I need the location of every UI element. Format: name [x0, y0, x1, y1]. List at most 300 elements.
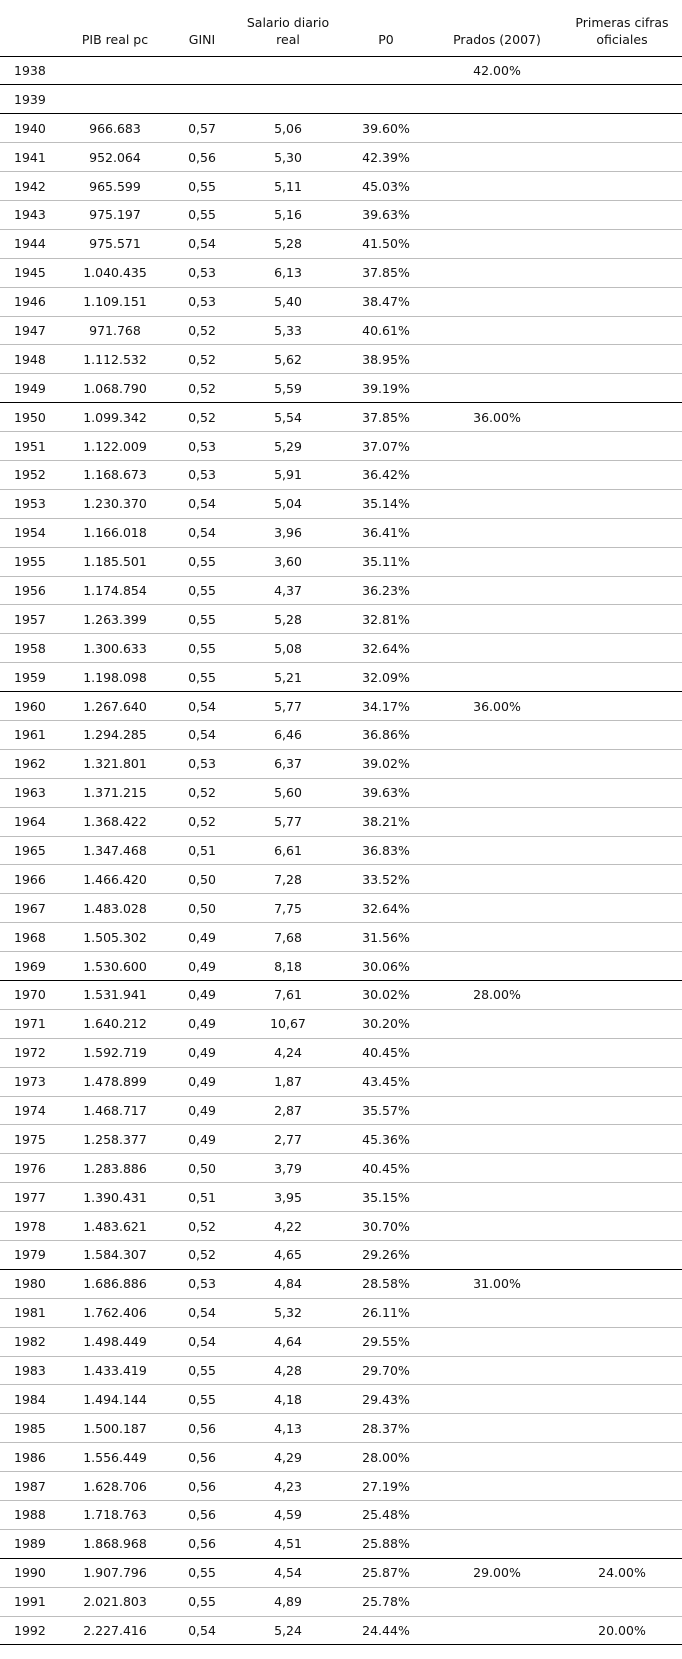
- cell-year: 1975: [0, 1125, 62, 1154]
- cell-primeras-cifras-oficiales: [562, 287, 682, 316]
- cell-p0: 35.15%: [340, 1183, 432, 1212]
- cell-salario-diario-real: 4,28: [236, 1356, 340, 1385]
- cell-pib-real-pc: 1.686.886: [62, 1269, 168, 1298]
- cell-gini: 0,49: [168, 981, 236, 1010]
- cell-year: 1964: [0, 807, 62, 836]
- cell-prados-2007: [432, 663, 562, 692]
- cell-p0: 42.39%: [340, 143, 432, 172]
- table-row: [0, 952, 682, 981]
- cell-year: 1966: [0, 865, 62, 894]
- cell-salario-diario-real: 3,96: [236, 518, 340, 547]
- cell-gini: 0,53: [168, 287, 236, 316]
- cell-gini: 0,49: [168, 1067, 236, 1096]
- cell-salario-diario-real: 2,77: [236, 1125, 340, 1154]
- table-row: [0, 1327, 682, 1356]
- cell-salario-diario-real: 5,59: [236, 374, 340, 403]
- cell-prados-2007: [432, 894, 562, 923]
- cell-primeras-cifras-oficiales: [562, 807, 682, 836]
- cell-salario-diario-real: 10,67: [236, 1009, 340, 1038]
- cell-salario-diario-real: 5,91: [236, 460, 340, 489]
- cell-primeras-cifras-oficiales: [562, 1327, 682, 1356]
- cell-prados-2007: [432, 547, 562, 576]
- cell-salario-diario-real: 5,21: [236, 663, 340, 692]
- cell-year: 1952: [0, 460, 62, 489]
- cell-gini: 0,50: [168, 1154, 236, 1183]
- cell-year: 1982: [0, 1327, 62, 1356]
- cell-pib-real-pc: 1.505.302: [62, 923, 168, 952]
- cell-primeras-cifras-oficiales: [562, 1212, 682, 1241]
- cell-year: 1979: [0, 1241, 62, 1270]
- cell-salario-diario-real: 5,77: [236, 807, 340, 836]
- cell-p0: 45.36%: [340, 1125, 432, 1154]
- table-row: [0, 229, 682, 258]
- cell-p0: 40.45%: [340, 1154, 432, 1183]
- cell-salario-diario-real: 7,61: [236, 981, 340, 1010]
- table-row: [0, 1356, 682, 1385]
- cell-pib-real-pc: 1.040.435: [62, 258, 168, 287]
- cell-p0: 45.03%: [340, 172, 432, 201]
- cell-prados-2007: [432, 1616, 562, 1645]
- cell-prados-2007: [432, 1067, 562, 1096]
- cell-p0: 30.02%: [340, 981, 432, 1010]
- cell-prados-2007: [432, 807, 562, 836]
- cell-p0: 39.02%: [340, 749, 432, 778]
- cell-p0: 25.87%: [340, 1558, 432, 1587]
- cell-salario-diario-real: 5,06: [236, 114, 340, 143]
- cell-prados-2007: [432, 1529, 562, 1558]
- cell-prados-2007: 28.00%: [432, 981, 562, 1010]
- cell-year: 1974: [0, 1096, 62, 1125]
- cell-primeras-cifras-oficiales: [562, 1501, 682, 1530]
- cell-prados-2007: [432, 1298, 562, 1327]
- cell-year: 1987: [0, 1472, 62, 1501]
- cell-year: 1942: [0, 172, 62, 201]
- cell-p0: 34.17%: [340, 692, 432, 721]
- cell-primeras-cifras-oficiales: [562, 229, 682, 258]
- cell-year: 1981: [0, 1298, 62, 1327]
- cell-primeras-cifras-oficiales: [562, 1443, 682, 1472]
- cell-salario-diario-real: 5,32: [236, 1298, 340, 1327]
- cell-prados-2007: 36.00%: [432, 403, 562, 432]
- cell-salario-diario-real: 5,33: [236, 316, 340, 345]
- table-row: [0, 1067, 682, 1096]
- cell-pib-real-pc: 1.762.406: [62, 1298, 168, 1327]
- cell-gini: 0,54: [168, 489, 236, 518]
- cell-p0: 40.45%: [340, 1038, 432, 1067]
- cell-primeras-cifras-oficiales: [562, 778, 682, 807]
- cell-p0: 33.52%: [340, 865, 432, 894]
- cell-gini: 0,49: [168, 1096, 236, 1125]
- table-row: [0, 56, 682, 85]
- cell-pib-real-pc: 1.584.307: [62, 1241, 168, 1270]
- table-row: [0, 1038, 682, 1067]
- cell-year: 1972: [0, 1038, 62, 1067]
- cell-year: 1950: [0, 403, 62, 432]
- table-row: [0, 663, 682, 692]
- cell-gini: 0,52: [168, 316, 236, 345]
- cell-p0: 40.61%: [340, 316, 432, 345]
- cell-gini: 0,53: [168, 749, 236, 778]
- cell-year: 1953: [0, 489, 62, 518]
- cell-p0: 39.63%: [340, 778, 432, 807]
- cell-gini: 0,55: [168, 1356, 236, 1385]
- cell-gini: 0,53: [168, 1269, 236, 1298]
- table-row: [0, 489, 682, 518]
- cell-primeras-cifras-oficiales: [562, 316, 682, 345]
- table-row: [0, 1443, 682, 1472]
- cell-pib-real-pc: 1.258.377: [62, 1125, 168, 1154]
- cell-salario-diario-real: 5,08: [236, 634, 340, 663]
- cell-primeras-cifras-oficiales: [562, 1154, 682, 1183]
- cell-salario-diario-real: 5,11: [236, 172, 340, 201]
- cell-primeras-cifras-oficiales: [562, 374, 682, 403]
- cell-year: 1940: [0, 114, 62, 143]
- cell-gini: 0,55: [168, 1385, 236, 1414]
- cell-salario-diario-real: 5,77: [236, 692, 340, 721]
- cell-year: 1958: [0, 634, 62, 663]
- table-row: [0, 1414, 682, 1443]
- cell-gini: 0,50: [168, 894, 236, 923]
- cell-pib-real-pc: 2.227.416: [62, 1616, 168, 1645]
- cell-pib-real-pc: 1.494.144: [62, 1385, 168, 1414]
- cell-primeras-cifras-oficiales: [562, 547, 682, 576]
- cell-p0: 38.95%: [340, 345, 432, 374]
- table-row: [0, 749, 682, 778]
- cell-year: 1986: [0, 1443, 62, 1472]
- cell-salario-diario-real: [236, 85, 340, 114]
- table-row: [0, 1385, 682, 1414]
- cell-gini: 0,54: [168, 1616, 236, 1645]
- cell-p0: 28.58%: [340, 1269, 432, 1298]
- cell-gini: 0,56: [168, 1501, 236, 1530]
- cell-prados-2007: [432, 749, 562, 778]
- cell-p0: 37.85%: [340, 258, 432, 287]
- cell-p0: 31.56%: [340, 923, 432, 952]
- cell-p0: 39.19%: [340, 374, 432, 403]
- cell-salario-diario-real: 5,29: [236, 432, 340, 461]
- cell-gini: 0,52: [168, 345, 236, 374]
- cell-prados-2007: [432, 952, 562, 981]
- cell-gini: 0,53: [168, 258, 236, 287]
- cell-primeras-cifras-oficiales: [562, 1009, 682, 1038]
- cell-pib-real-pc: 1.185.501: [62, 547, 168, 576]
- cell-salario-diario-real: 4,18: [236, 1385, 340, 1414]
- cell-primeras-cifras-oficiales: [562, 692, 682, 721]
- cell-gini: 0,51: [168, 1183, 236, 1212]
- cell-gini: 0,49: [168, 1009, 236, 1038]
- cell-pib-real-pc: 1.230.370: [62, 489, 168, 518]
- cell-primeras-cifras-oficiales: 20.00%: [562, 1616, 682, 1645]
- table-row: [0, 1298, 682, 1327]
- cell-p0: 30.20%: [340, 1009, 432, 1038]
- cell-primeras-cifras-oficiales: [562, 836, 682, 865]
- cell-primeras-cifras-oficiales: [562, 981, 682, 1010]
- cell-prados-2007: [432, 374, 562, 403]
- cell-prados-2007: [432, 460, 562, 489]
- cell-prados-2007: 42.00%: [432, 56, 562, 85]
- cell-salario-diario-real: 6,46: [236, 720, 340, 749]
- cell-primeras-cifras-oficiales: [562, 576, 682, 605]
- cell-gini: 0,55: [168, 547, 236, 576]
- cell-pib-real-pc: 1.556.449: [62, 1443, 168, 1472]
- cell-pib-real-pc: 1.300.633: [62, 634, 168, 663]
- cell-gini: 0,49: [168, 1125, 236, 1154]
- cell-primeras-cifras-oficiales: [562, 432, 682, 461]
- cell-prados-2007: [432, 1009, 562, 1038]
- cell-gini: 0,56: [168, 143, 236, 172]
- table-row: [0, 634, 682, 663]
- cell-salario-diario-real: 1,87: [236, 1067, 340, 1096]
- cell-prados-2007: [432, 865, 562, 894]
- table-row: [0, 460, 682, 489]
- cell-prados-2007: [432, 1501, 562, 1530]
- cell-pib-real-pc: 1.907.796: [62, 1558, 168, 1587]
- cell-primeras-cifras-oficiales: 24.00%: [562, 1558, 682, 1587]
- cell-prados-2007: [432, 634, 562, 663]
- table-row: [0, 85, 682, 114]
- cell-pib-real-pc: 1.166.018: [62, 518, 168, 547]
- cell-primeras-cifras-oficiales: [562, 518, 682, 547]
- cell-year: 1985: [0, 1414, 62, 1443]
- cell-year: 1969: [0, 952, 62, 981]
- cell-gini: 0,55: [168, 576, 236, 605]
- cell-primeras-cifras-oficiales: [562, 1038, 682, 1067]
- cell-salario-diario-real: 4,51: [236, 1529, 340, 1558]
- cell-year: 1959: [0, 663, 62, 692]
- cell-p0: 24.44%: [340, 1616, 432, 1645]
- cell-salario-diario-real: 8,18: [236, 952, 340, 981]
- cell-prados-2007: [432, 432, 562, 461]
- cell-year: 1978: [0, 1212, 62, 1241]
- cell-primeras-cifras-oficiales: [562, 605, 682, 634]
- cell-pib-real-pc: 1.112.532: [62, 345, 168, 374]
- cell-primeras-cifras-oficiales: [562, 1414, 682, 1443]
- cell-year: 1962: [0, 749, 62, 778]
- table-row: [0, 1587, 682, 1616]
- cell-year: 1961: [0, 720, 62, 749]
- table-row: [0, 172, 682, 201]
- cell-salario-diario-real: 4,24: [236, 1038, 340, 1067]
- cell-year: 1954: [0, 518, 62, 547]
- cell-gini: 0,52: [168, 807, 236, 836]
- cell-year: 1983: [0, 1356, 62, 1385]
- cell-gini: 0,51: [168, 836, 236, 865]
- table-row: [0, 836, 682, 865]
- table-row: [0, 605, 682, 634]
- header-primeras-cifras-oficiales: Primeras cifras oficiales: [562, 0, 682, 56]
- cell-primeras-cifras-oficiales: [562, 1096, 682, 1125]
- table-row: [0, 432, 682, 461]
- cell-year: 1957: [0, 605, 62, 634]
- cell-p0: 39.60%: [340, 114, 432, 143]
- cell-gini: 0,55: [168, 200, 236, 229]
- cell-primeras-cifras-oficiales: [562, 1356, 682, 1385]
- cell-year: 1970: [0, 981, 62, 1010]
- header-year: [0, 0, 62, 56]
- cell-prados-2007: [432, 489, 562, 518]
- cell-year: 1980: [0, 1269, 62, 1298]
- cell-salario-diario-real: 4,22: [236, 1212, 340, 1241]
- cell-gini: 0,52: [168, 778, 236, 807]
- table-row: [0, 547, 682, 576]
- cell-p0: 36.86%: [340, 720, 432, 749]
- cell-pib-real-pc: 1.628.706: [62, 1472, 168, 1501]
- cell-salario-diario-real: 7,28: [236, 865, 340, 894]
- cell-salario-diario-real: 3,60: [236, 547, 340, 576]
- table-row: [0, 143, 682, 172]
- cell-gini: 0,52: [168, 1241, 236, 1270]
- cell-gini: 0,49: [168, 1038, 236, 1067]
- cell-salario-diario-real: 5,30: [236, 143, 340, 172]
- cell-prados-2007: [432, 316, 562, 345]
- cell-year: 1946: [0, 287, 62, 316]
- cell-primeras-cifras-oficiales: [562, 865, 682, 894]
- cell-prados-2007: 29.00%: [432, 1558, 562, 1587]
- cell-pib-real-pc: 1.321.801: [62, 749, 168, 778]
- cell-gini: 0,53: [168, 460, 236, 489]
- cell-gini: 0,55: [168, 172, 236, 201]
- cell-gini: 0,54: [168, 1327, 236, 1356]
- cell-primeras-cifras-oficiales: [562, 1269, 682, 1298]
- cell-gini: 0,52: [168, 374, 236, 403]
- cell-prados-2007: [432, 1038, 562, 1067]
- cell-pib-real-pc: 1.433.419: [62, 1356, 168, 1385]
- cell-salario-diario-real: 4,13: [236, 1414, 340, 1443]
- cell-salario-diario-real: [236, 56, 340, 85]
- cell-p0: 36.42%: [340, 460, 432, 489]
- cell-primeras-cifras-oficiales: [562, 403, 682, 432]
- cell-prados-2007: [432, 576, 562, 605]
- cell-primeras-cifras-oficiales: [562, 1067, 682, 1096]
- cell-p0: 38.47%: [340, 287, 432, 316]
- cell-p0: 32.09%: [340, 663, 432, 692]
- cell-prados-2007: [432, 1241, 562, 1270]
- cell-prados-2007: [432, 1212, 562, 1241]
- cell-year: 1960: [0, 692, 62, 721]
- table-row: [0, 1125, 682, 1154]
- cell-year: 1991: [0, 1587, 62, 1616]
- table-row: [0, 1529, 682, 1558]
- cell-p0: 38.21%: [340, 807, 432, 836]
- cell-gini: 0,54: [168, 229, 236, 258]
- cell-p0: 32.64%: [340, 634, 432, 663]
- cell-year: 1977: [0, 1183, 62, 1212]
- cell-pib-real-pc: 971.768: [62, 316, 168, 345]
- cell-prados-2007: [432, 778, 562, 807]
- cell-salario-diario-real: 4,29: [236, 1443, 340, 1472]
- table-row: [0, 576, 682, 605]
- cell-year: 1992: [0, 1616, 62, 1645]
- cell-gini: [168, 85, 236, 114]
- cell-salario-diario-real: 5,24: [236, 1616, 340, 1645]
- cell-primeras-cifras-oficiales: [562, 1183, 682, 1212]
- cell-year: 1943: [0, 200, 62, 229]
- cell-pib-real-pc: 965.599: [62, 172, 168, 201]
- cell-year: 1947: [0, 316, 62, 345]
- cell-prados-2007: [432, 720, 562, 749]
- cell-salario-diario-real: 5,28: [236, 229, 340, 258]
- cell-pib-real-pc: 975.571: [62, 229, 168, 258]
- cell-prados-2007: [432, 85, 562, 114]
- cell-p0: 36.23%: [340, 576, 432, 605]
- cell-prados-2007: [432, 1327, 562, 1356]
- cell-gini: 0,56: [168, 1472, 236, 1501]
- cell-gini: 0,56: [168, 1414, 236, 1443]
- cell-prados-2007: 36.00%: [432, 692, 562, 721]
- cell-gini: 0,56: [168, 1443, 236, 1472]
- cell-pib-real-pc: 1.592.719: [62, 1038, 168, 1067]
- table-row: [0, 114, 682, 143]
- cell-gini: 0,49: [168, 952, 236, 981]
- cell-pib-real-pc: 1.483.028: [62, 894, 168, 923]
- cell-gini: 0,54: [168, 1298, 236, 1327]
- cell-year: 1944: [0, 229, 62, 258]
- cell-year: 1968: [0, 923, 62, 952]
- cell-gini: 0,52: [168, 403, 236, 432]
- cell-salario-diario-real: 6,37: [236, 749, 340, 778]
- cell-prados-2007: [432, 1356, 562, 1385]
- cell-primeras-cifras-oficiales: [562, 258, 682, 287]
- cell-prados-2007: [432, 1414, 562, 1443]
- table-row: [0, 1269, 682, 1298]
- cell-year: 1949: [0, 374, 62, 403]
- cell-year: 1938: [0, 56, 62, 85]
- cell-prados-2007: 31.00%: [432, 1269, 562, 1298]
- cell-primeras-cifras-oficiales: [562, 634, 682, 663]
- table-row: [0, 865, 682, 894]
- cell-pib-real-pc: 1.498.449: [62, 1327, 168, 1356]
- cell-prados-2007: [432, 1125, 562, 1154]
- table-row: [0, 923, 682, 952]
- table-row: [0, 1154, 682, 1183]
- cell-prados-2007: [432, 1183, 562, 1212]
- cell-year: 1955: [0, 547, 62, 576]
- cell-p0: 29.26%: [340, 1241, 432, 1270]
- cell-gini: 0,55: [168, 1587, 236, 1616]
- table-row: [0, 981, 682, 1010]
- cell-gini: 0,55: [168, 1558, 236, 1587]
- cell-p0: 27.19%: [340, 1472, 432, 1501]
- cell-p0: [340, 85, 432, 114]
- cell-p0: 35.11%: [340, 547, 432, 576]
- table-row: [0, 778, 682, 807]
- table-row: [0, 807, 682, 836]
- cell-year: 1948: [0, 345, 62, 374]
- cell-pib-real-pc: 1.478.899: [62, 1067, 168, 1096]
- cell-pib-real-pc: 966.683: [62, 114, 168, 143]
- cell-gini: 0,54: [168, 518, 236, 547]
- cell-prados-2007: [432, 172, 562, 201]
- cell-primeras-cifras-oficiales: [562, 1472, 682, 1501]
- cell-p0: 37.07%: [340, 432, 432, 461]
- cell-primeras-cifras-oficiales: [562, 172, 682, 201]
- cell-p0: 37.85%: [340, 403, 432, 432]
- cell-salario-diario-real: 4,23: [236, 1472, 340, 1501]
- cell-pib-real-pc: 1.500.187: [62, 1414, 168, 1443]
- cell-pib-real-pc: 1.347.468: [62, 836, 168, 865]
- cell-salario-diario-real: 7,75: [236, 894, 340, 923]
- cell-p0: [340, 56, 432, 85]
- cell-prados-2007: [432, 143, 562, 172]
- header-p0: P0: [340, 0, 432, 56]
- cell-salario-diario-real: 5,40: [236, 287, 340, 316]
- table-row: [0, 1183, 682, 1212]
- cell-primeras-cifras-oficiales: [562, 56, 682, 85]
- cell-p0: 43.45%: [340, 1067, 432, 1096]
- cell-prados-2007: [432, 923, 562, 952]
- cell-primeras-cifras-oficiales: [562, 200, 682, 229]
- table-row: [0, 692, 682, 721]
